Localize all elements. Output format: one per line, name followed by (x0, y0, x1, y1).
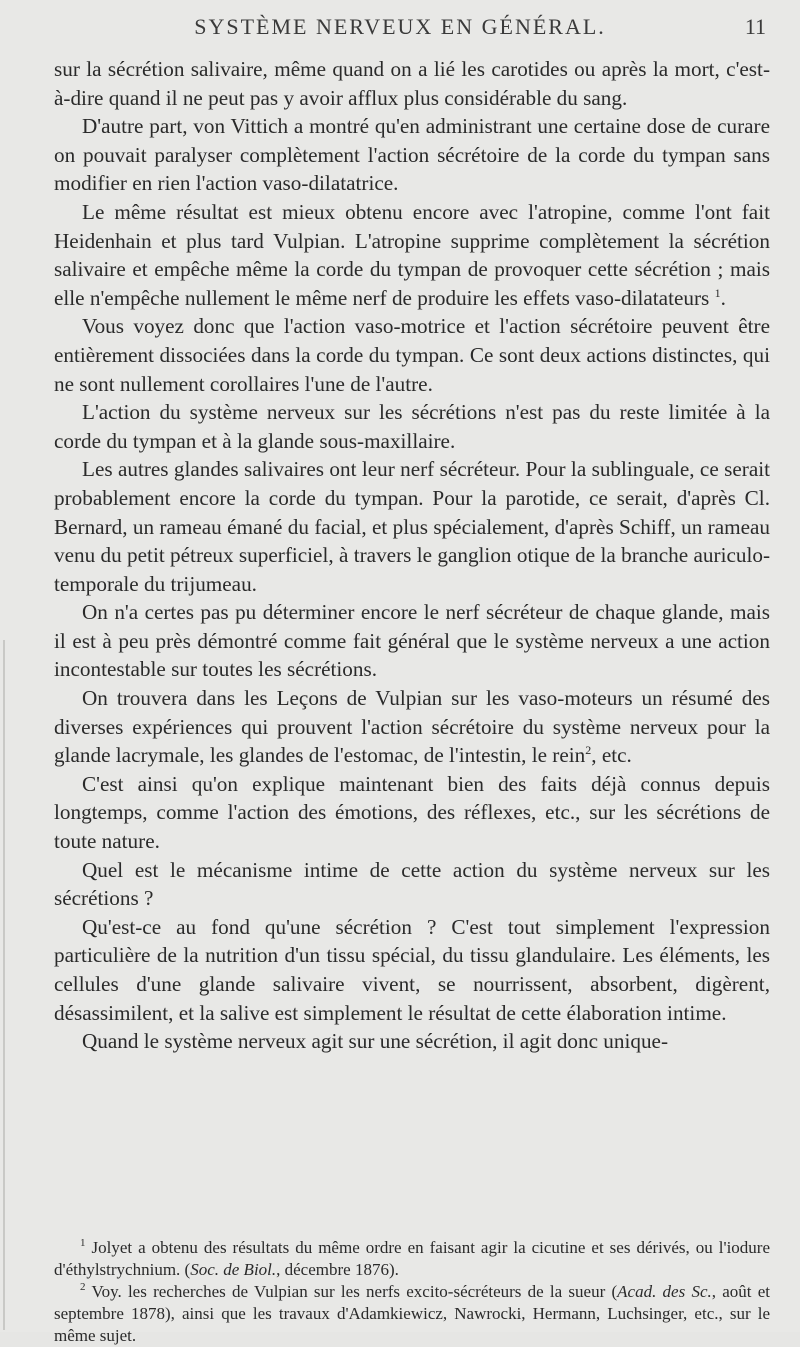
paragraph-12: Quand le système nerveux agit sur une sécrétion, il agit donc unique- (82, 1029, 669, 1054)
page-number: 11 (744, 14, 766, 39)
paragraph-6: Les autres glandes salivaires ont leur nerf sécréteur. Pour la sublinguale, ce serait probablement encore la corde du tympan. Pour la parotide, ce serait, d'après Cl. Bernard, un rameau émané du facial, et plus spécialement, d'après Schiff, un rameau venu du petit pétreux superficiel, à travers le ganglion otique de la branche auriculo-temporale du trijumeau. (54, 457, 770, 596)
body-text (54, 55, 770, 1056)
paragraph-8-text: On trouvera dans les Leçons de Vulpian sur les vaso-moteurs un résumé des diverses expériences qui prouvent l'action sécrétoire du système nerveux pour la glande lacrymale, les glandes de l'estomac, de l'intestin, le rein (54, 686, 770, 768)
paragraph-1: sur la sécrétion salivaire, même quand on a lié les carotides ou après la mort, c'est-à-dire quand il ne peut pas y avoir afflux plus considérable du sang. (54, 57, 770, 110)
running-head-title: SYSTÈME NERVEUX EN GÉNÉRAL. (194, 14, 606, 39)
footnote-2-mark: 2 (80, 1281, 86, 1294)
binding-edge (3, 640, 5, 1330)
footnotes (54, 1237, 770, 1347)
footnote-1 (54, 1237, 770, 1281)
paragraph-8 (54, 684, 770, 770)
paragraph-3: Le même résultat est mieux obtenu encore avec l'atropine, comme l'ont fait Heidenhain et plus tard Vulpian. L'atropine supprime complètement la sécrétion salivaire et empêche même la corde du tympan de provoquer cette sécrétion ; mais elle n'empêche nullement le même nerf de produire les effets vaso-dilatateurs $^1$. (54, 199, 770, 310)
paragraph-4: Vous voyez donc que l'action vaso-motrice et l'action sécrétoire peuvent être entièrement dissociées dans la corde du tympan. Ce sont deux actions distinctes, qui ne sont nullement corollaires l'une de l'autre. (54, 314, 770, 396)
paragraph-10: Quel est le mécanisme intime de cette action du système nerveux sur les sécrétions ? (54, 857, 770, 911)
paragraph-5: L'action du système nerveux sur les sécrétions n'est pas du reste limitée à la corde du tympan et à la glande sous-maxillaire. (54, 400, 770, 453)
footnote-2-after: , août et septembre 1878), ainsi que les travaux d'Adamkiewicz, Nawrocki, Hermann, Luchsinger, etc., sur le même sujet. (54, 1282, 770, 1345)
footnote-1-before: Jolyet a obtenu des résultats du même ordre en faisant agir la cicutine et ses dérivés, ou l'iodure d'éthylstrychnium. ( (54, 1238, 770, 1279)
footnote-ref-1: 1 (714, 285, 721, 300)
footnote-ref-2: 2 (585, 743, 592, 758)
running-head (0, 10, 800, 46)
paragraph-8-tail: , etc. (591, 743, 632, 768)
paragraph-7: On n'a certes pas pu déterminer encore le nerf sécréteur de chaque glande, mais il est à peu près démontré comme fait général que le système nerveux a une action incontestable sur toutes les sécrétions. (54, 600, 770, 682)
footnote-1-after: , décembre 1876). (276, 1260, 399, 1279)
paragraph-3-text: Le même résultat est mieux obtenu encore avec l'atropine, comme l'ont fait Heidenhain et plus tard Vulpian. L'atropine supprime complètement la sécrétion salivaire et empêche même la corde du tympan de provoquer cette sécrétion ; mais elle n'empêche nullement le même nerf de produire les effets vaso-dilatateurs (54, 199, 770, 310)
footnote-1-mark: 1 (80, 1237, 86, 1250)
paragraph-2: D'autre part, von Vittich a montré qu'en administrant une certaine dose de curare on pouvait paralyser complètement l'action sécrétoire de la corde du tympan sans modifier en rien l'action vaso-dilatatrice. (54, 114, 770, 196)
footnote-2-source: Acad. des Sc. (617, 1282, 712, 1301)
paragraph-9: C'est ainsi qu'on explique maintenant bien des faits déjà connus depuis longtemps, comme l'action des émotions, des réflexes, etc., sur les sécrétions de toute nature. (54, 771, 770, 854)
footnote-1-source: Soc. de Biol. (190, 1260, 277, 1279)
paragraph-11: Qu'est-ce au fond qu'une sécrétion ? C'est tout simplement l'expression particulière de la nutrition d'un tissu spécial, du tissu glandulaire. Les éléments, les cellules d'une glande salivaire vivent, se nourrissent, absorbent, digèrent, désassimilent, et la salive est simplement le résultat de cette élaboration intime. (54, 914, 770, 1025)
footnote-2-before: Voy. les recherches de Vulpian sur les nerfs excito-sécréteurs de la sueur ( (91, 1282, 618, 1301)
footnote-2 (54, 1281, 770, 1347)
